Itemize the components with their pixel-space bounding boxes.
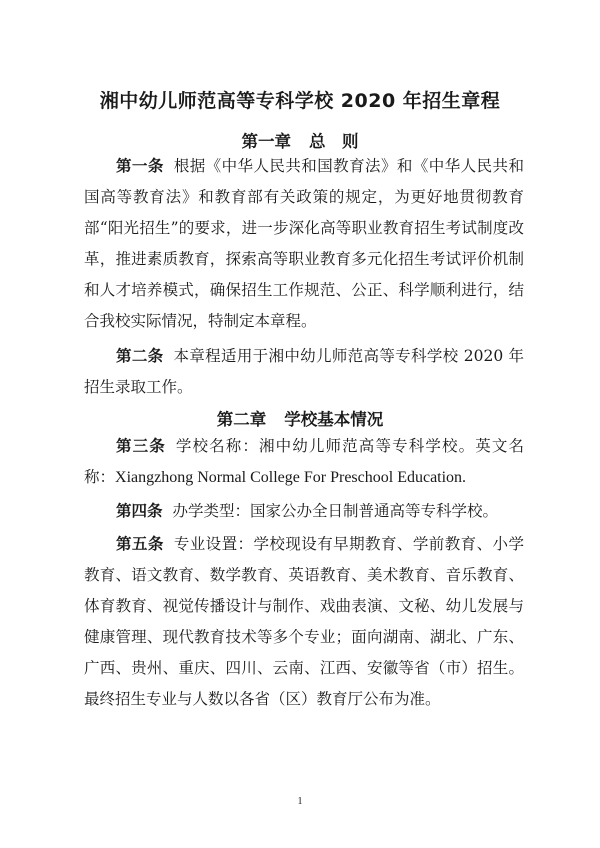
chapter-2-name: 学校基本情况: [284, 410, 384, 429]
article-2-text: 本章程适用于湘中幼儿师范高等专科学校 2020 年招生录取工作。: [84, 347, 524, 396]
article-1: [84, 151, 524, 337]
chapter-1-heading: [0, 128, 600, 152]
article-5-label: 第五条: [116, 535, 164, 553]
article-1-label: 第一条: [116, 157, 164, 175]
document-title: 湘中幼儿师范高等专科学校 2020 年招生章程: [99, 90, 501, 112]
article-2-label: 第二条: [116, 347, 164, 365]
article-4: [84, 496, 524, 527]
chapter-2-number: 第二章: [216, 410, 267, 429]
article-5-text: 专业设置：学校现设有早期教育、学前教育、小学教育、语文教育、数学教育、英语教育、美术教育、音乐教育、体育教育、视觉传播设计与制作、戏曲表演、文秘、幼儿发展与健康管理、现代教育技术等多个专业；面向湖南、湖北、广东、广西、贵州、重庆、四川、云南、江西、安徽等省（市）招生。最终招生专业与人数以各省（区）教育厅公布为准。: [84, 535, 524, 708]
article-3-text: 学校名称：湘中幼儿师范高等专科学校。英文名称：: [84, 437, 524, 486]
article-4-label: 第四条: [116, 502, 163, 520]
chapter-2-heading: [0, 406, 600, 430]
page-number: 1: [297, 796, 303, 807]
chapter-1-name: 总 则: [309, 132, 359, 151]
article-3-label: 第三条: [116, 437, 166, 455]
chapter-1-number: 第一章: [241, 132, 291, 151]
article-4-text: 办学类型：国家公办全日制普通高等专科学校。: [172, 502, 499, 520]
article-3: [84, 431, 524, 493]
article-5: [84, 529, 524, 715]
article-2: [84, 341, 524, 403]
article-3-english-name: Xiangzhong Normal College For Preschool Education.: [115, 469, 467, 486]
article-1-text: 根据《中华人民共和国教育法》和《中华人民共和国高等教育法》和教育部有关政策的规定，为更好地贯彻教育部“阳光招生”的要求，进一步深化高等职业教育招生考试制度改革，推进素质教育，探索高等职业教育多元化招生考试评价机制和人才培养模式，确保招生工作规范、公正、科学顺利进行，结合我校实际情况，特制定本章程。: [84, 157, 524, 330]
